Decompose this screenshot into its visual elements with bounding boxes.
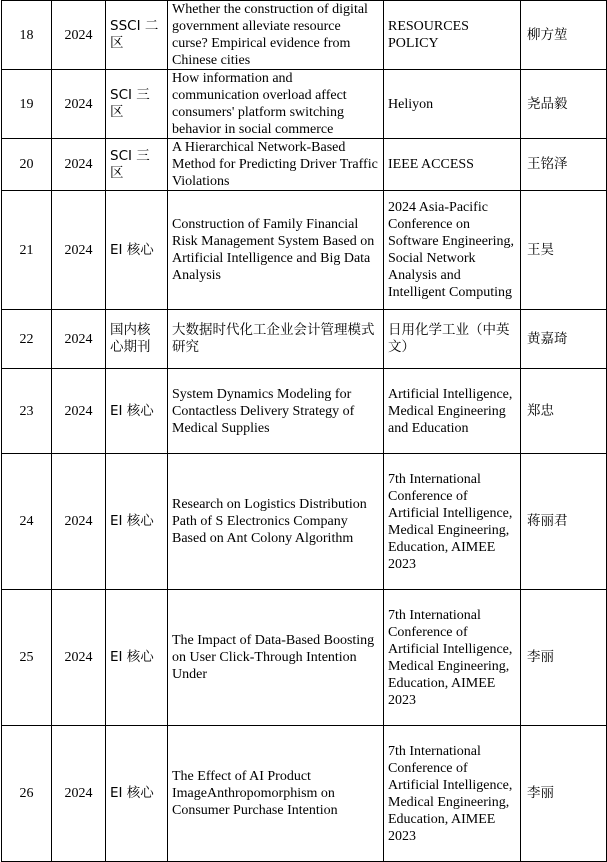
row-author: 郑忠 [521,369,607,454]
table-row [2,191,607,310]
row-year: 2024 [52,310,106,369]
row-paper-title: System Dynamics Modeling for Contactless Delivery Strategy of Medical Supplies [168,369,384,454]
publication-table [1,0,607,862]
row-paper-title: The Impact of Data-Based Boosting on User Click-Through Intention Under [168,590,384,726]
row-author: 王铭泽 [521,139,607,191]
row-year: 2024 [52,139,106,191]
row-author: 王昊 [521,191,607,310]
row-year: 2024 [52,70,106,139]
row-number: 19 [2,70,52,139]
table-row [2,139,607,191]
row-journal: 日用化学工业（中英文） [384,310,521,369]
row-author: 黄嘉琦 [521,310,607,369]
row-index-level: EI 核心 [106,454,168,590]
row-index-level: EI 核心 [106,191,168,310]
row-paper-title: How information and communication overload affect consumers' platform switching behavior in social commerce [168,70,384,139]
row-number: 24 [2,454,52,590]
row-author: 尧品毅 [521,70,607,139]
table-row [2,726,607,862]
row-number: 21 [2,191,52,310]
row-author: 蒋丽君 [521,454,607,590]
table-row [2,310,607,369]
row-journal: 2024 Asia-Pacific Conference on Software Engineering, Social Network Analysis and Intelligent Computing [384,191,521,310]
row-paper-title: Research on Logistics Distribution Path of S Electronics Company Based on Ant Colony Algorithm [168,454,384,590]
table-row [2,369,607,454]
row-number: 26 [2,726,52,862]
row-author: 李丽 [521,726,607,862]
row-index-level: 国内核心期刊 [106,310,168,369]
table-row [2,1,607,70]
row-number: 22 [2,310,52,369]
row-journal: RESOURCES POLICY [384,1,521,70]
row-paper-title: 大数据时代化工企业会计管理模式研究 [168,310,384,369]
row-number: 18 [2,1,52,70]
row-paper-title: The Effect of AI Product ImageAnthropomorphism on Consumer Purchase Intention [168,726,384,862]
row-author: 李丽 [521,590,607,726]
row-number: 20 [2,139,52,191]
row-paper-title: Construction of Family Financial Risk Management System Based on Artificial Intelligence and Big Data Analysis [168,191,384,310]
row-number: 23 [2,369,52,454]
row-journal: IEEE ACCESS [384,139,521,191]
row-index-level: EI 核心 [106,726,168,862]
row-index-level: EI 核心 [106,369,168,454]
row-journal: Artificial Intelligence, Medical Engineering and Education [384,369,521,454]
row-year: 2024 [52,590,106,726]
row-index-level: SSCI 二区 [106,1,168,70]
row-year: 2024 [52,369,106,454]
row-year: 2024 [52,726,106,862]
table-row [2,590,607,726]
row-journal: Heliyon [384,70,521,139]
row-author: 柳方堃 [521,1,607,70]
row-paper-title: Whether the construction of digital government alleviate resource curse? Empirical evidence from Chinese cities [168,1,384,70]
row-year: 2024 [52,454,106,590]
row-journal: 7th International Conference of Artificial Intelligence, Medical Engineering, Education, AIMEE 2023 [384,590,521,726]
table-row [2,70,607,139]
row-journal: 7th International Conference of Artificial Intelligence, Medical Engineering, Education, AIMEE 2023 [384,454,521,590]
row-year: 2024 [52,191,106,310]
row-paper-title: A Hierarchical Network-Based Method for Predicting Driver Traffic Violations [168,139,384,191]
row-year: 2024 [52,1,106,70]
row-number: 25 [2,590,52,726]
row-index-level: SCI 三区 [106,139,168,191]
row-index-level: SCI 三区 [106,70,168,139]
row-journal: 7th International Conference of Artificial Intelligence, Medical Engineering, Education, AIMEE 2023 [384,726,521,862]
table-row [2,454,607,590]
row-index-level: EI 核心 [106,590,168,726]
